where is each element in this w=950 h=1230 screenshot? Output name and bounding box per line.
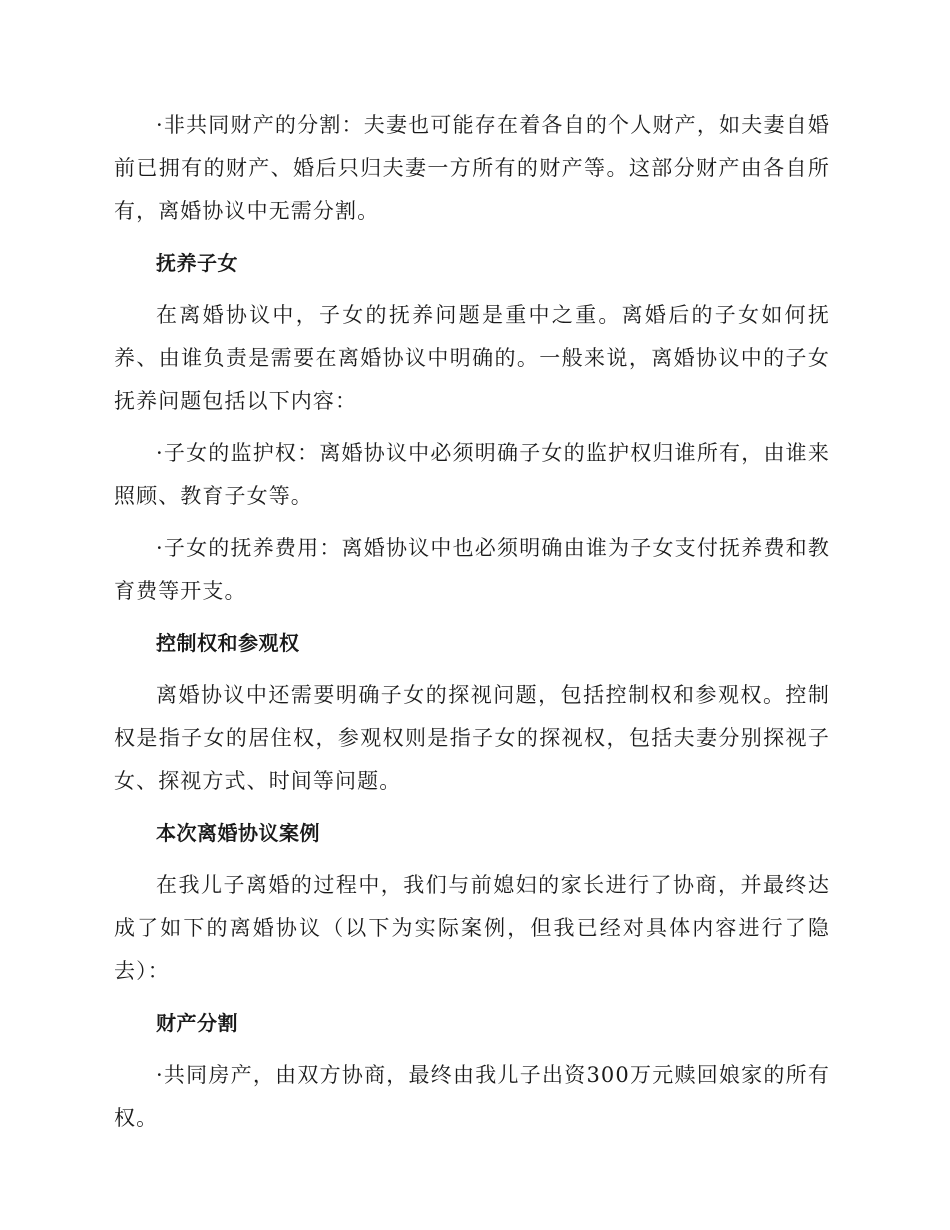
- paragraph-visitation: 离婚协议中还需要明确子女的探视问题，包括控制权和参观权。控制权是指子女的居住权，参观权则是指子女的探视权，包括夫妻分别探视子女、探视方式、时间等问题。: [114, 683, 830, 793]
- paragraph-non-common-property: ·非共同财产的分割：夫妻也可能存在着各自的个人财产，如夫妻自婚前已拥有的财产、婚后只归夫妻一方所有的财产等。这部分财产由各自所有，离婚协议中无需分割。: [114, 113, 830, 223]
- paragraph-custody-intro: 在离婚协议中，子女的抚养问题是重中之重。离婚后的子女如何抚养、由谁负责是需要在离婚协议中明确的。一般来说，离婚协议中的子女抚养问题包括以下内容：: [114, 303, 830, 413]
- section-heading-property-division: 财产分割: [156, 1011, 238, 1035]
- paragraph-guardianship: ·子女的监护权：离婚协议中必须明确子女的监护权归谁所有，由谁来照顾、教育子女等。: [114, 441, 830, 508]
- paragraph-support-costs: ·子女的抚养费用：离婚协议中也必须明确由谁为子女支付抚养费和教育费等开支。: [114, 536, 830, 603]
- paragraph-joint-property: ·共同房产，由双方协商，最终由我儿子出资300万元赎回娘家的所有权。: [114, 1063, 830, 1130]
- section-heading-child-custody: 抚养子女: [156, 251, 238, 275]
- document-page: [114, 104, 830, 1149]
- section-heading-case: 本次离婚协议案例: [156, 821, 320, 845]
- paragraph-case-intro: 在我儿子离婚的过程中，我们与前媳妇的家长进行了协商，并最终达成了如下的离婚协议（以下为实际案例，但我已经对具体内容进行了隐去）：: [114, 873, 830, 983]
- section-heading-control-visitation: 控制权和参观权: [156, 631, 300, 655]
